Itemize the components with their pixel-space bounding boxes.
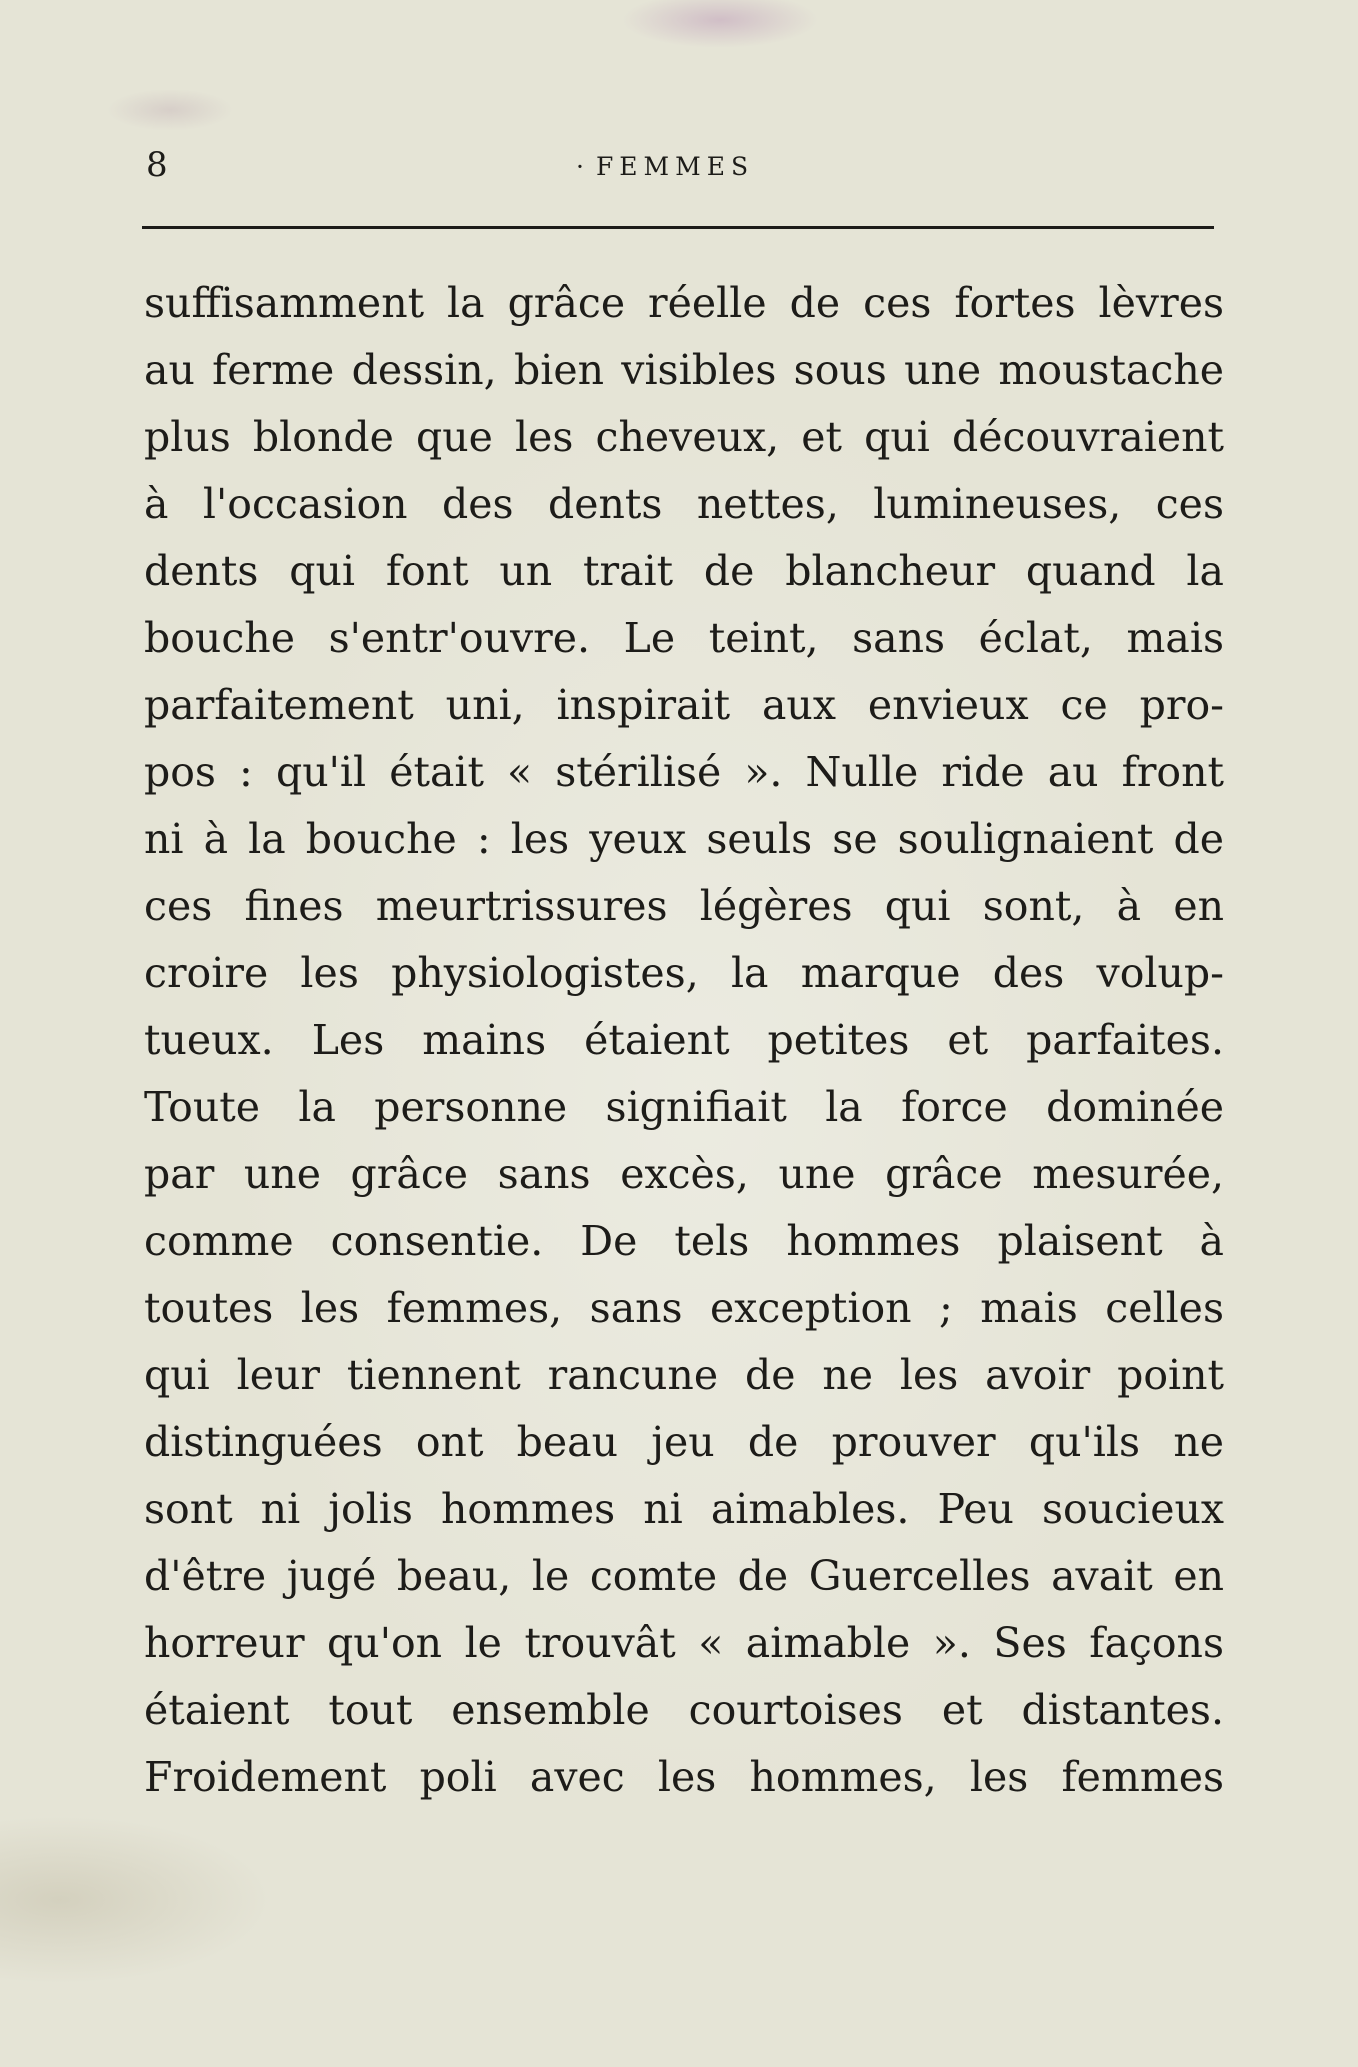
text-line: ces fines meurtrissures légères qui sont, à en [144, 882, 1224, 930]
running-title: · FEMMES [576, 144, 754, 190]
text-line: tueux. Les mains étaient petites et parfaites. [144, 1016, 1224, 1064]
text-line: d'être jugé beau, le comte de Guercelles avait en [144, 1552, 1224, 1600]
header-rule [142, 226, 1214, 229]
text-line: pos : qu'il était « stérilisé ». Nulle ride au front [144, 748, 1224, 796]
text-line: à l'occasion des dents nettes, lumineuses, ces [144, 480, 1224, 528]
body-text [144, 270, 1224, 1811]
text-line: distinguées ont beau jeu de prouver qu'ils ne [144, 1418, 1224, 1466]
text-line: Toute la personne signifiait la force dominée [144, 1083, 1224, 1131]
text-line: toutes les femmes, sans exception ; mais celles [144, 1284, 1224, 1332]
text-line: ni à la bouche : les yeux seuls se soulignaient de [144, 815, 1224, 863]
text-line: plus blonde que les cheveux, et qui découvraient [144, 413, 1224, 461]
text-line: au ferme dessin, bien visibles sous une moustache [144, 346, 1224, 394]
text-line: sont ni jolis hommes ni aimables. Peu soucieux [144, 1485, 1224, 1533]
text-line: suffisamment la grâce réelle de ces fortes lèvres [144, 279, 1224, 327]
text-line: comme consentie. De tels hommes plaisent à [144, 1217, 1224, 1265]
text-line: croire les physiologistes, la marque des volup- [144, 949, 1224, 997]
text-line: dents qui font un trait de blancheur quand la [144, 547, 1224, 595]
text-line: bouche s'entr'ouvre. Le teint, sans éclat, mais [144, 614, 1224, 662]
text-line: parfaitement uni, inspirait aux envieux ce pro- [144, 681, 1224, 729]
text-line: qui leur tiennent rancune de ne les avoir point [144, 1351, 1224, 1399]
page-number: 8 [146, 145, 168, 185]
text-line: étaient tout ensemble courtoises et distantes. [144, 1686, 1224, 1734]
text-line: Froidement poli avec les hommes, les femmes [144, 1753, 1224, 1801]
page-header [146, 142, 1210, 188]
text-line: par une grâce sans excès, une grâce mesurée, [144, 1150, 1224, 1198]
text-line: horreur qu'on le trouvât « aimable ». Ses façons [144, 1619, 1224, 1667]
